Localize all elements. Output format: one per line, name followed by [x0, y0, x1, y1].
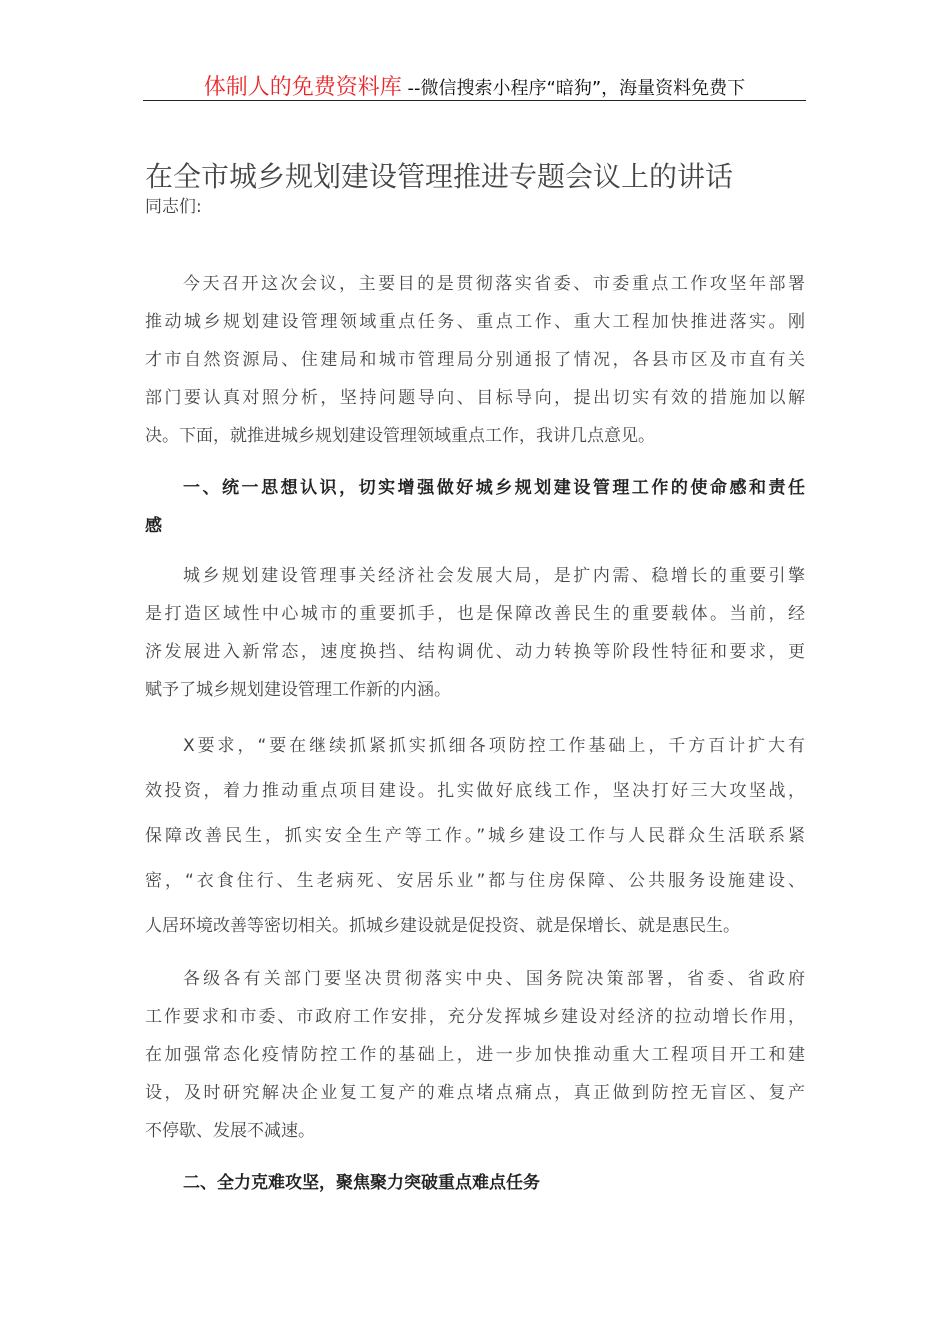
text-line: 工作要求和市委、市政府工作安排，充分发挥城乡建设对经济的拉动增长作用， [145, 1007, 805, 1027]
text-line: 赋予了城乡规划建设管理工作新的内涵。 [145, 680, 451, 700]
text-line: 推动城乡规划建设管理领域重点任务、重点工作、重大工程加快推进落实。刚 [145, 312, 805, 332]
page-header [143, 70, 806, 101]
text-line: 各级各有关部门要坚决贯彻落实中央、国务院决策部署，省委、省政府 [183, 969, 805, 989]
text-line: 密，“衣食住行、生老病死、安居乐业”都与住房保障、公共服务设施建设、 [145, 871, 805, 891]
text-line: 城乡规划建设管理事关经济社会发展大局，是扩内需、稳增长的重要引擎 [183, 566, 805, 586]
text-line: 保障改善民生，抓实安全生产等工作。”城乡建设工作与人民群众生活联系紧 [145, 826, 805, 846]
text-line: 人居环境改善等密切相关。抓城乡建设就是促投资、就是保增长、就是惠民生。 [145, 916, 740, 936]
text-line: 今天召开这次会议，主要目的是贯彻落实省委、市委重点工作攻坚年部署 [183, 274, 805, 294]
text-line: 部门要认真对照分析，坚持问题导向、目标导向，提出切实有效的措施加以解 [145, 388, 805, 408]
text-line: 设，及时研究解决企业复工复产的难点堵点痛点，真正做到防控无盲区、复产 [145, 1083, 805, 1103]
salutation: 同志们: [145, 197, 202, 217]
text-line: 效投资，着力推动重点项目建设。扎实做好底线工作，坚决打好三大攻坚战， [145, 781, 805, 801]
paragraph-3 [145, 724, 805, 949]
header-brand: 体制人的免费资料库 [203, 75, 402, 100]
heading-section-1 [145, 469, 805, 545]
text-line: 济发展进入新常态，速度换挡、结构调优、动力转换等阶段性特征和要求，更 [145, 642, 805, 662]
text-line: 二、全力克难攻坚，聚焦聚力突破重点难点任务 [183, 1173, 540, 1193]
text-line: X要求，“要在继续抓紧抓实抓细各项防控工作基础上，千方百计扩大有 [183, 736, 805, 756]
text-line: 是打造区域性中心城市的重要抓手，也是保障改善民生的重要载体。当前，经 [145, 604, 805, 624]
text-line: 决。下面，就推进城乡规划建设管理领域重点工作，我讲几点意见。 [145, 426, 655, 446]
document-title: 在全市城乡规划建设管理推进专题会议上的讲话 [145, 160, 734, 193]
paragraph-intro [145, 265, 805, 455]
text-line: 才市自然资源局、住建局和城市管理局分别通报了情况，各县市区及市直有关 [145, 350, 805, 370]
text-line: 不停歇、发展不减速。 [145, 1121, 315, 1141]
text-line: 一、统一思想认识，切实增强做好城乡规划建设管理工作的使命感和责任 [183, 478, 805, 498]
heading-section-2 [145, 1164, 805, 1202]
paragraph-4 [145, 960, 805, 1150]
text-line: 在加强常态化疫情防控工作的基础上，进一步加快推动重大工程项目开工和建 [145, 1045, 805, 1065]
header-tagline: --微信搜索小程序“暗狗”，海量资料免费下 [401, 78, 746, 99]
text-line: 感 [145, 516, 162, 536]
paragraph-2 [145, 557, 805, 709]
